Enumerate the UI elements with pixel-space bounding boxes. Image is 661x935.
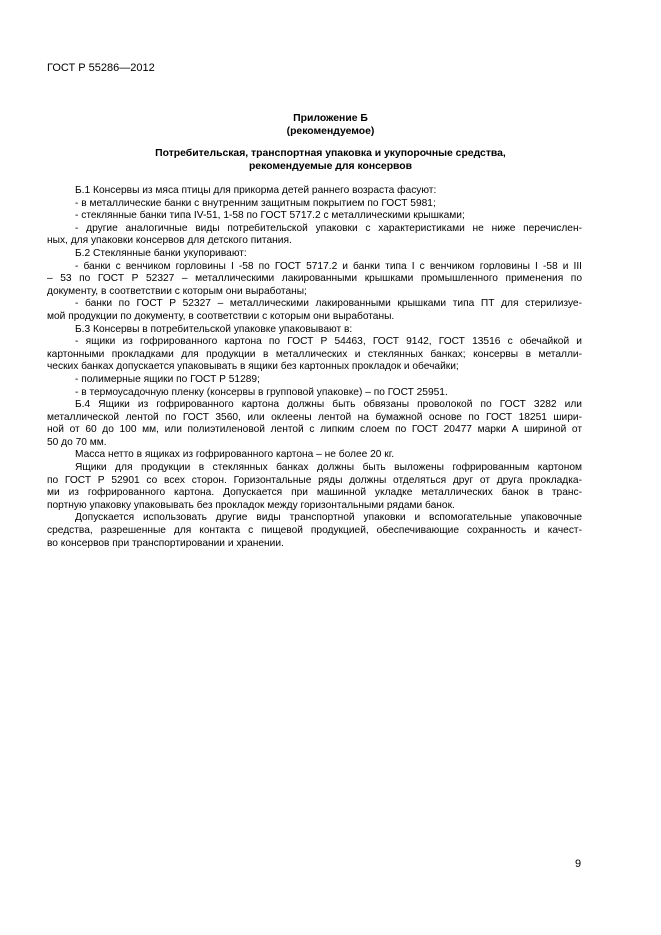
body-line: Б.1 Консервы из мяса птицы для прикорма детей раннего возраста фасуют: [75,185,437,196]
body-line: - полимерные ящики по ГОСТ Р 51289; [75,373,260,385]
body-line: металлической лентой по ГОСТ 3560, или оклеены лентой на бумажной основе по ГОСТ 18251 шири- [47,411,582,423]
body-line: портную упаковку упаковывать без прокладок между горизонтальными рядами банок. [47,499,455,511]
body-line: - в термоусадочную пленку (консервы в групповой упаковке) – по ГОСТ 25951. [75,386,448,398]
body-line: - ящики из гофрированного картона по ГОСТ Р 54463, ГОСТ 9142, ГОСТ 13516 с обечайкой и [75,336,582,348]
body-line: Б.2 Стеклянные банки укупоривают: [75,247,247,259]
body-line: Масса нетто в ящиках из гофрированного картона – не более 20 кг. [75,449,395,461]
section-heading [0,148,661,173]
body-line: – 53 по ГОСТ Р 52327 – металлическими лакированными крышками промышленного применения по [47,273,582,285]
body-line: картонными прокладками для продукции в металлических и стеклянных банках; консервы в металли- [47,348,582,360]
body-line: Б.3 Консервы в потребительской упаковке упаковывают в: [75,323,353,335]
body-line: ной от 60 до 100 мм, или полиэтиленовой лентой с липким слоем по ГОСТ 20477 марки А шириной от [47,424,582,436]
section-title-line-2: рекомендуемые для консервов [248,160,413,172]
body-line: Б.4 Ящики из гофрированного картона должны быть обвязаны проволокой по ГОСТ 3282 или [75,399,582,411]
body-line: ных, для упаковки консервов для детского питания. [47,235,292,247]
body-line: по ГОСТ Р 52901 со всех сторон. Горизонтальные ряды должны отделяться друг от друга прокладка- [47,474,582,486]
document-code: ГОСТ Р 55286—2012 [47,62,155,74]
body-line: - банки по ГОСТ Р 52327 – металлическими лакированными крышками типа ПТ для стерилизуе- [75,298,582,310]
appendix-heading [0,113,661,138]
section-title-line-1: Потребительская, транспортная упаковка и укупорочные средства, [155,148,506,159]
body-line: мой продукции по документу, в соответствии с которым они выработаны. [47,310,395,322]
body-line: средства, разрешенные для контакта с пищевой продукцией, обеспечивающие сохранность и качест- [47,525,582,537]
body-text [47,185,582,550]
body-line: Допускается использовать другие виды транспортной упаковки и вспомогательные упаковочные [75,512,582,524]
body-line: - стеклянные банки типа IV-51, 1-58 по ГОСТ 5717.2 с металлическими крышками; [75,210,465,222]
body-line: - другие аналогичные виды потребительской упаковки с характеристиками не ниже перечислен- [75,222,582,234]
body-line: документу, в соответствии с которым они выработаны; [47,285,307,297]
body-line: - банки с венчиком горловины I -58 по ГОСТ 5717.2 и банки типа I с венчиком горловины I -58 и III [75,260,582,272]
body-line: Ящики для продукции в стеклянных банках должны быть выложены гофрированным картоном [75,462,582,474]
body-line: ми из гофрированного картона. Допускается при машинной укладке металлических банок в транс- [47,487,582,499]
body-line: 50 до 70 мм. [47,436,107,448]
appendix-status: (рекомендуемое) [286,125,375,137]
body-line: ческих банках допускается упаковывать в ящики без картонных прокладок и обечайки; [47,361,459,373]
body-line: во консервов при транспортировании и хранении. [47,537,284,549]
page-number: 9 [575,858,582,870]
appendix-title: Приложение Б [293,113,368,124]
body-line: - в металлические банки с внутренним защитным покрытием по ГОСТ 5981; [75,197,436,209]
